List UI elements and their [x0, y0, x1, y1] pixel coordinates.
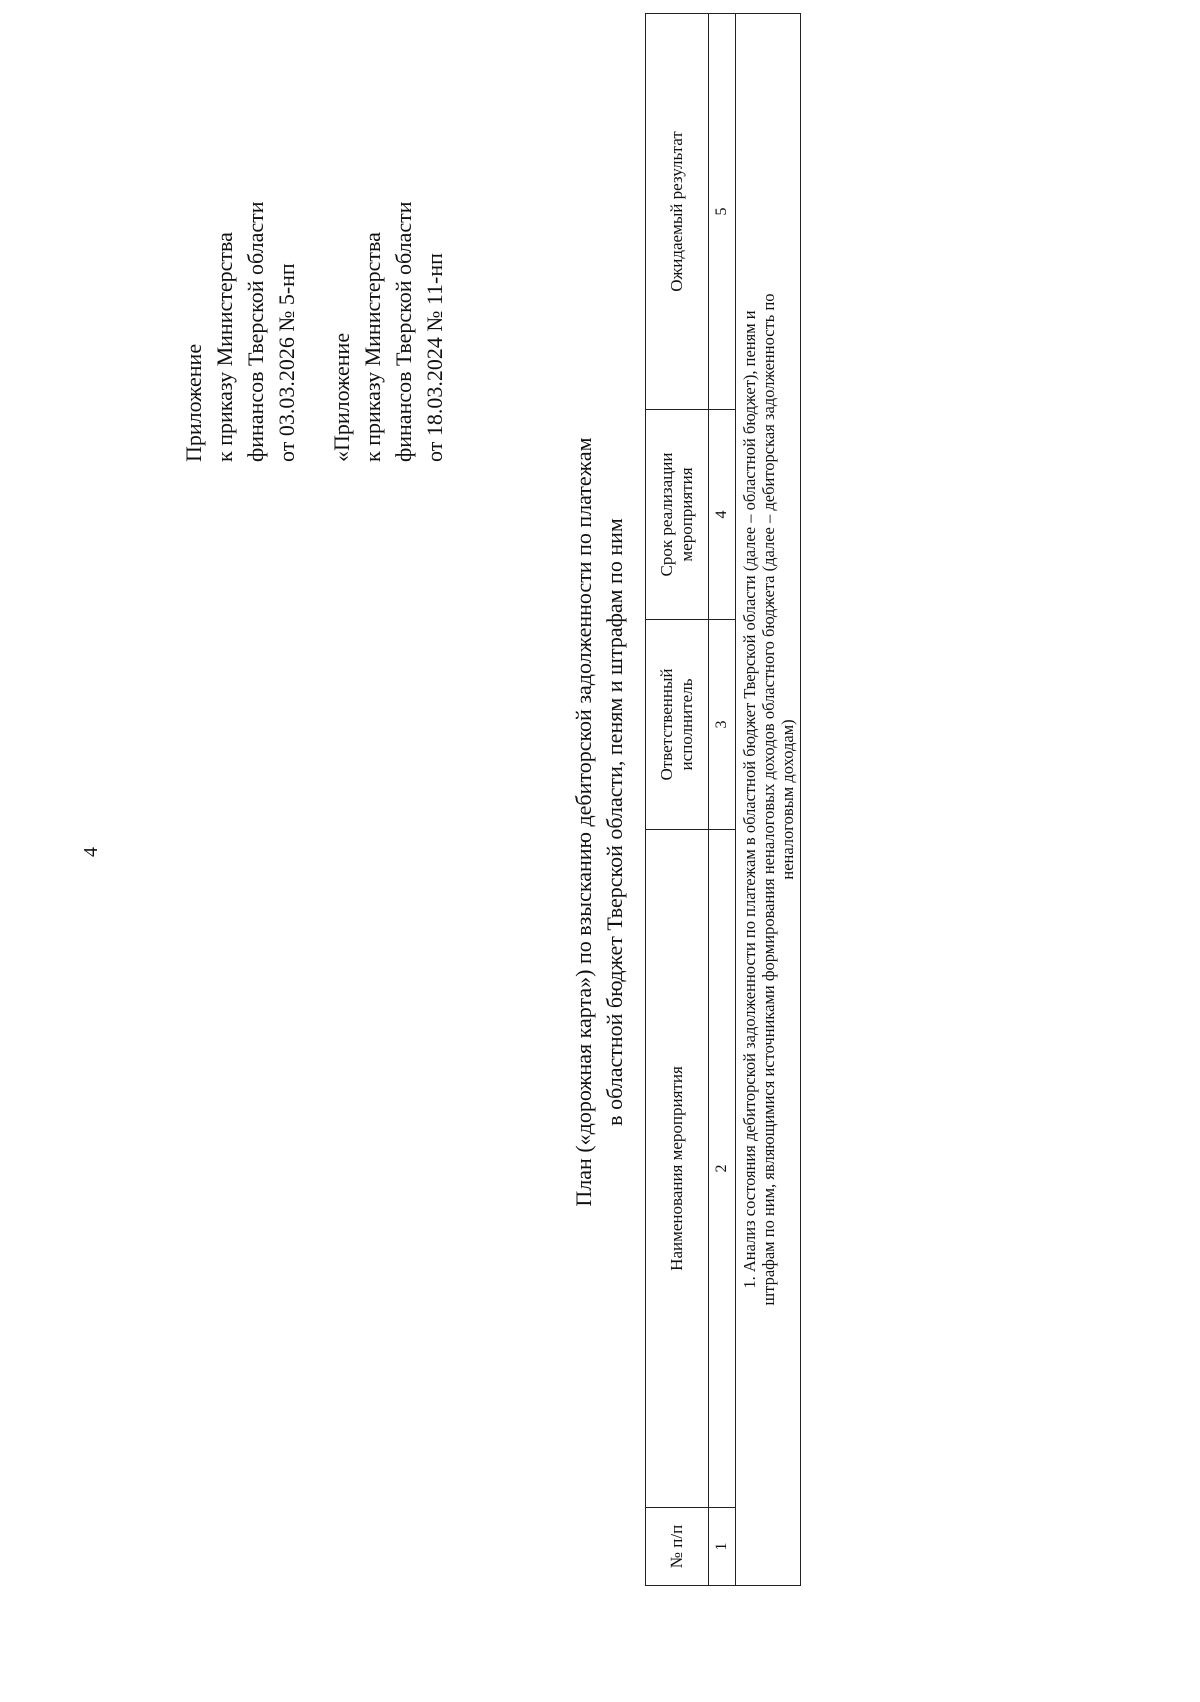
column-number: 5: [709, 14, 736, 410]
appendix-previous-line: финансов Тверской области: [391, 201, 416, 462]
page-number: 4: [80, 847, 102, 857]
header-number: № п/п: [646, 1508, 709, 1586]
column-number: 1: [709, 1508, 736, 1586]
appendix-current-block: [178, 201, 302, 462]
section-1-cell: [736, 14, 801, 1586]
header-activity-name: Наименования мероприятия: [646, 830, 709, 1508]
document-title: [568, 122, 630, 1522]
appendix-current-line: финансов Тверской области: [243, 201, 268, 462]
header-expected-result: Ожидаемый результат: [646, 14, 709, 410]
section-1-line: штрафам по ним, являющимися источниками формирования неналоговых доходов областного бюджета (далее – дебиторская задолженность по: [758, 293, 778, 1306]
column-number: 3: [709, 620, 736, 830]
appendix-current-line: к приказу Министерства: [212, 232, 237, 462]
column-number: 2: [709, 830, 736, 1508]
appendix-previous-line: «Приложение: [329, 332, 354, 462]
title-line-2: в областной бюджет Тверской области, пеням и штрафам по ним: [602, 518, 627, 1126]
appendix-previous-line: от 18.03.2024 № 11-нп: [422, 253, 447, 462]
section-1-line: 1. Анализ состояния дебиторской задолженности по платежам в областной бюджет Тверской области (далее – областной бюджет), пеням и: [739, 310, 759, 1289]
header-deadline: Срок реализации мероприятия: [646, 410, 709, 620]
appendix-current-line: Приложение: [181, 343, 206, 462]
table-section-row: [736, 14, 801, 1586]
appendix-previous-line: к приказу Министерства: [360, 232, 385, 462]
table-header-row: [646, 14, 709, 1586]
title-line-1: План («дорожная карта») по взысканию дебиторской задолженности по платежам: [571, 437, 596, 1207]
appendix-current-line: от 03.03.2026 № 5-нп: [274, 263, 299, 462]
table-column-numbers-row: [709, 14, 736, 1586]
plan-table: [645, 13, 801, 1586]
section-1-line: неналоговым доходам): [777, 719, 797, 880]
column-number: 4: [709, 410, 736, 620]
header-responsible: Ответственный исполнитель: [646, 620, 709, 830]
appendix-previous-block: [326, 201, 450, 462]
